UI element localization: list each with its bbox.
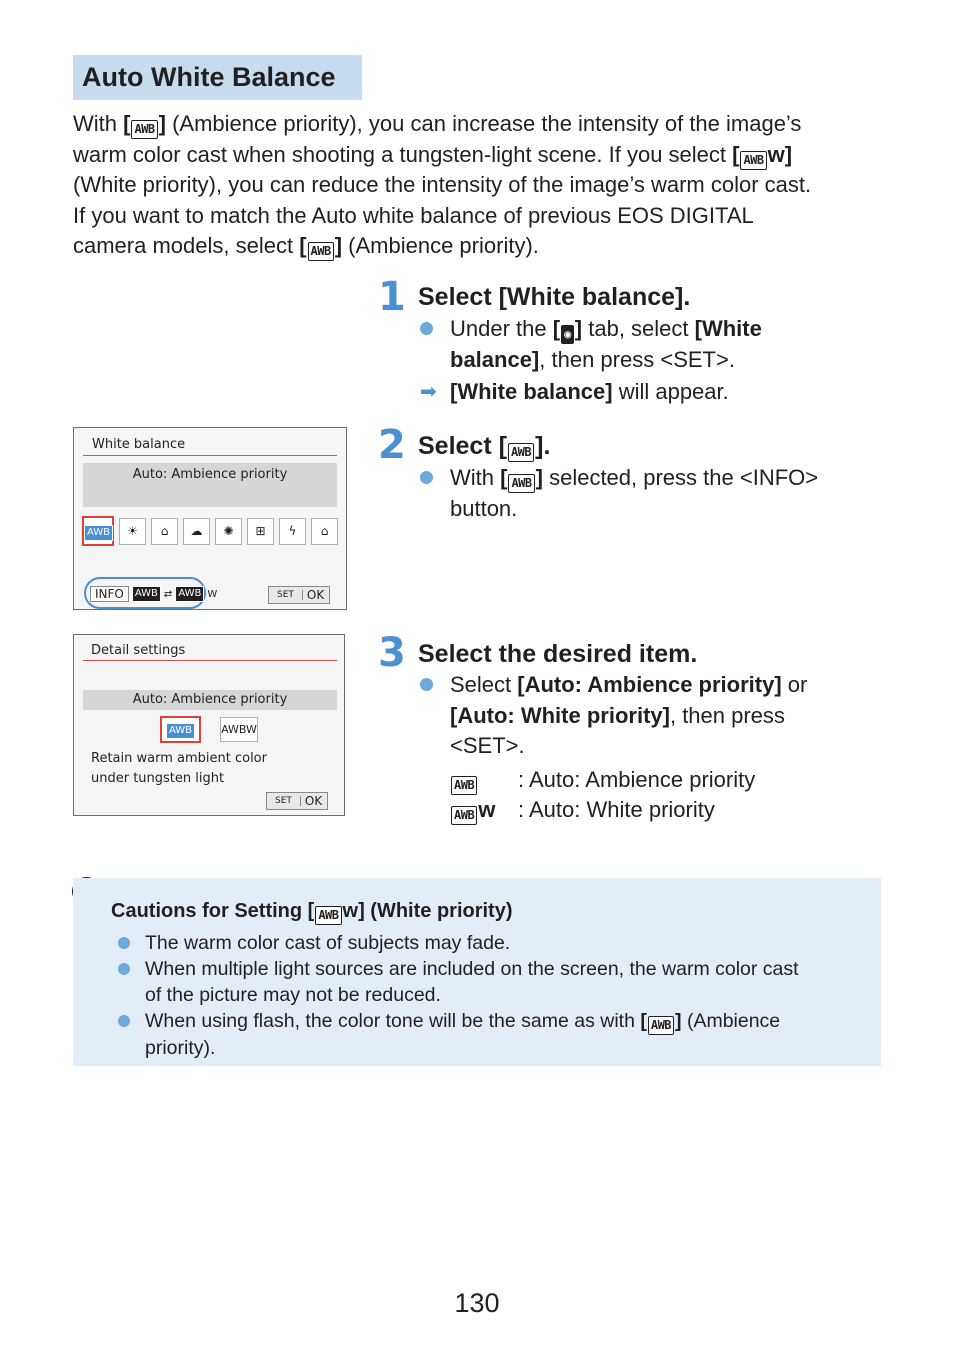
wb-shade-icon[interactable]: ⌂: [151, 518, 178, 545]
bullet-dot: [118, 963, 130, 975]
awb-icon: AWB: [132, 586, 161, 602]
list-item: The warm color cast of subjects may fade.: [118, 930, 858, 956]
set-ok-button[interactable]: SET OK: [266, 792, 328, 810]
list-item: When using flash, the color tone will be the same as with [ AWB ] (Ambience priority).: [118, 1008, 858, 1061]
caution-list: [118, 930, 858, 1061]
result-arrow-icon: ➡: [420, 381, 437, 403]
screen-divider: [83, 660, 337, 661]
step-1-bullet: Under the [ ◉ ] tab, select [White balance], then press <SET>. ➡ [White balance] will appear.: [420, 314, 860, 408]
awb-icon: AWB: [315, 906, 341, 925]
option-ambience: [450, 765, 478, 796]
caution-title: Cautions for Setting [ AWB w] (White priority): [111, 900, 513, 925]
info-button-glyph: INFO: [752, 465, 806, 490]
set-button-glyph: SET: [462, 733, 506, 758]
screen-title: Detail settings: [91, 643, 186, 658]
intro-line-3: (White priority), you can reduce the intensity of the image’s warm color cast.: [73, 172, 812, 197]
detail-description: Retain warm ambient color under tungsten light: [91, 751, 267, 786]
step-2-number: 2: [378, 422, 406, 468]
awb-icon: AWB: [740, 151, 766, 170]
step-3-number: 3: [378, 630, 406, 676]
screen-detail-settings: [73, 634, 345, 816]
wb-fluorescent-icon[interactable]: ⊞: [247, 518, 274, 545]
wb-flash-icon[interactable]: ϟ: [279, 518, 306, 545]
option-ambience-tile[interactable]: AWB: [160, 716, 201, 743]
step-1-title: Select [White balance].: [418, 283, 691, 311]
option-white-tile[interactable]: AWBW: [220, 717, 258, 742]
info-hint: INFO AWB ⇄ AWB W: [90, 586, 217, 602]
set-button-glyph: SET: [673, 346, 716, 372]
screen-wb-bar: Auto: Ambience priority: [83, 690, 337, 710]
bullet-dot: [420, 678, 433, 691]
caution-box: [73, 878, 881, 1066]
set-ok-button[interactable]: SET OK: [268, 586, 330, 604]
awb-icon: AWB: [648, 1016, 674, 1035]
wb-icon-row: [82, 514, 342, 548]
screen-wb-bar: Auto: Ambience priority: [83, 463, 337, 507]
screen-white-balance: [73, 427, 347, 610]
swap-icon: ⇄: [163, 588, 173, 600]
section-heading: Auto White Balance: [73, 55, 362, 100]
option-white: AWB w: [450, 795, 495, 826]
awb-icon: AWB: [451, 806, 477, 825]
option-ambience-label: : Auto: Ambience priority: [518, 767, 756, 792]
bullet-dot: [118, 1015, 130, 1027]
step-3-bullet: Select [Auto: Ambience priority] or [Auto: White priority], then press <SET>.: [420, 670, 880, 762]
step-2-bullet: With [ AWB ] selected, press the <INFO> button.: [420, 463, 880, 524]
intro-line-1: With [ AWB ] (Ambience priority), you can increase the intensity of the image’s: [73, 109, 893, 140]
page-number: 130: [454, 1288, 500, 1318]
intro-line-4: If you want to match the Auto white balance of previous EOS DIGITAL: [73, 202, 754, 228]
awb-icon: AWB: [175, 586, 204, 602]
bullet-dot: [118, 937, 130, 949]
intro-line-2: warm color cast when shooting a tungsten-light scene. If you select [ AWB w]: [73, 140, 893, 171]
wb-daylight-icon[interactable]: ☀: [119, 518, 146, 545]
awb-icon: AWB: [131, 120, 157, 139]
bullet-dot: [420, 471, 433, 484]
wb-tungsten-icon[interactable]: ✺: [215, 518, 242, 545]
step-2-title: Select [ AWB ].: [418, 432, 551, 460]
awb-icon: AWB: [308, 242, 334, 261]
info-button[interactable]: INFO: [90, 586, 129, 602]
intro-line-5: camera models, select [ AWB ] (Ambience priority).: [73, 231, 893, 262]
bullet-dot: [420, 322, 433, 335]
wb-custom-icon[interactable]: ⌂: [311, 518, 338, 545]
awb-icon: AWB: [508, 443, 534, 462]
step-1-number: 1: [378, 274, 406, 320]
wb-cloudy-icon[interactable]: ☁: [183, 518, 210, 545]
camera-tab-icon: ◉: [561, 325, 574, 344]
awb-icon: AWB: [451, 776, 477, 795]
screen-title: White balance: [92, 437, 186, 452]
step-3-title: Select the desired item.: [418, 640, 698, 668]
screen-divider: [83, 455, 337, 456]
option-white-label: : Auto: White priority: [518, 797, 715, 822]
list-item: When multiple light sources are included on the screen, the warm color cast of the picture may not be reduced.: [118, 956, 858, 1008]
wb-awb-icon[interactable]: AWB: [82, 516, 114, 546]
awb-icon: AWB: [508, 474, 534, 493]
intro-paragraph: [73, 109, 893, 262]
